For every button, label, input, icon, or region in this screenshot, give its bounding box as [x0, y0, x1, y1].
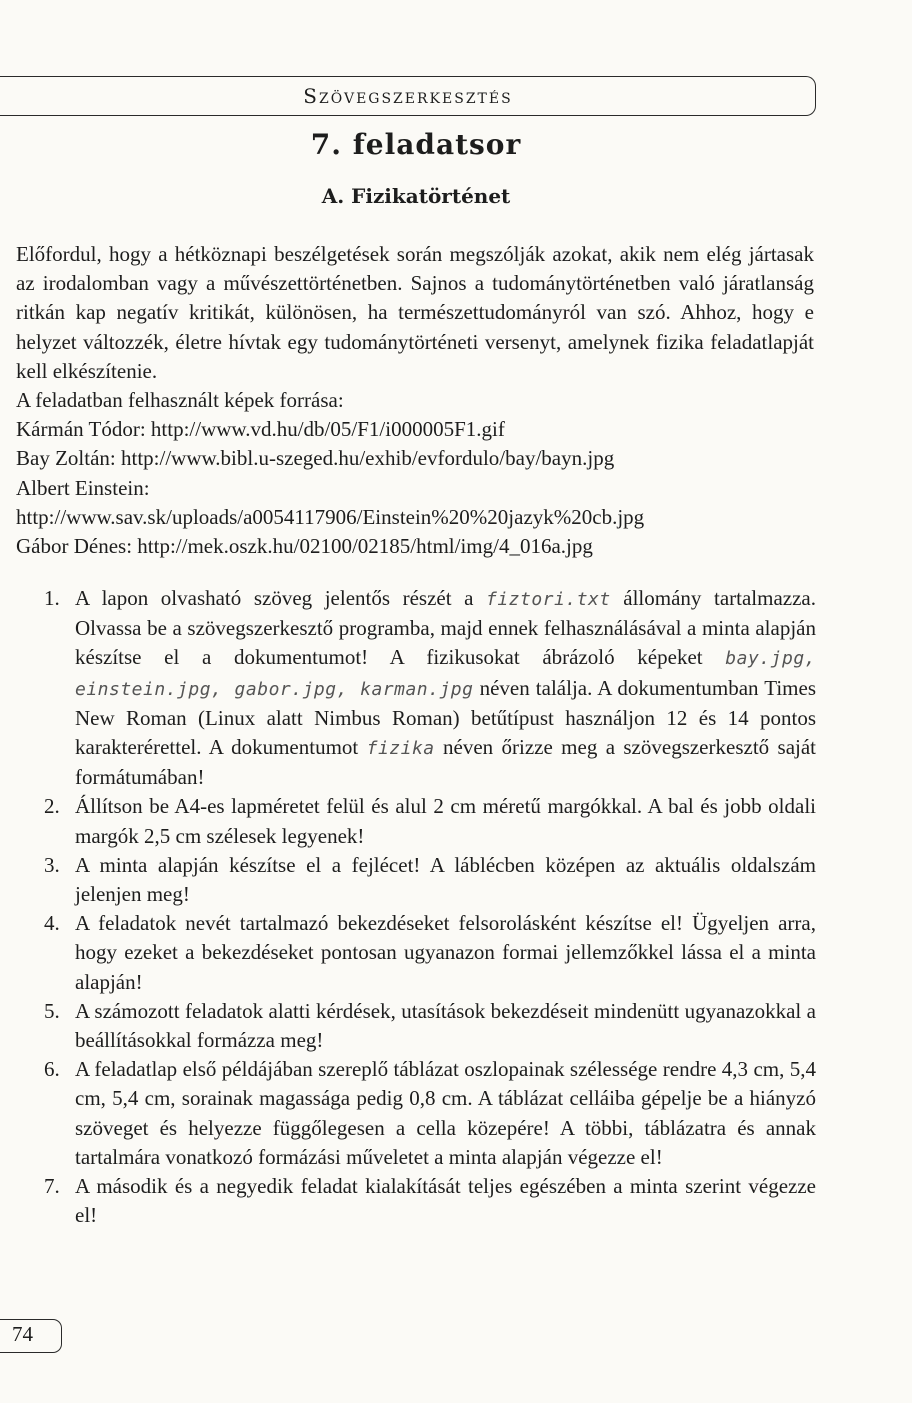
source-line: Kármán Tódor: http://www.vd.hu/db/05/F1/i000005F1.gif: [16, 417, 505, 442]
task-text: A lapon olvasható szöveg jelentős részét a: [75, 586, 486, 610]
task-item: [16, 997, 816, 1055]
task-text: Állítson be A4-es lapméretet felül és alul 2 cm méretű margókkal. A bal és jobb oldali margók 2,5 cm szélesek legyenek!: [75, 794, 816, 848]
task-number: 2.: [44, 794, 60, 819]
task-number: 6.: [44, 1057, 60, 1082]
task-list: [16, 584, 816, 1230]
task-text: néven találja. A dokumentumban Times New Roman (Linux alatt Nimbus Roman) betűtípust használjon 12 és 14 pontos karakterérettel. A dokumentumot: [75, 675, 816, 760]
sources-heading: A feladatban felhasznált képek forrása:: [16, 388, 344, 413]
task-text: A második és a negyedik feladat kialakítását teljes egészében a minta szerint végezze el!: [75, 1174, 816, 1228]
task-text: A feladatlap első példájában szereplő táblázat oszlopainak szélessége rendre 4,3 cm, 5,4 cm, 5,4 cm, sorainak magassága pedig 0,8 cm. A táblázat celláiba gépelje be a hiányzó szöveget és helyezze függőlegesen a cella közepére! A többi, táblázatra és annak tartalmára vonatkozó formázási műveletet a minta alapján végezze el!: [75, 1057, 816, 1169]
source-line: Gábor Dénes: http://mek.oszk.hu/02100/02185/html/img/4_016a.jpg: [16, 534, 593, 559]
task-item: [16, 909, 816, 997]
task-number: 5.: [44, 998, 60, 1023]
page-subtitle: A. Fizikatörténet: [321, 184, 511, 208]
task-number: 4.: [44, 911, 60, 936]
task-text: A feladatok nevét tartalmazó bekezdéseket felsorolásként készítse el! Ügyeljen arra, hogy ezeket a bekezdéseket pontosan ugyanazon formai jellemzőkkel lássa el a minta alapján!: [75, 911, 816, 994]
task-number: 7.: [44, 1174, 60, 1199]
source-line: Bay Zoltán: http://www.bibl.u-szeged.hu/exhib/evfordulo/bay/bayn.jpg: [16, 446, 615, 471]
task-text: néven őrizze meg a szövegszerkesztő saját formátumában!: [75, 735, 816, 790]
task-item: [16, 584, 816, 792]
task-item: [16, 792, 816, 850]
filename: fizika: [366, 738, 435, 760]
task-item: [16, 1055, 816, 1172]
task-number: 1.: [44, 586, 60, 610]
filename: bay.jpg, einstein.jpg, gabor.jpg, karman.jpg: [75, 648, 816, 700]
page-title: 7. feladatsor: [310, 128, 522, 161]
task-item: [16, 1172, 816, 1230]
intro-paragraph: Előfordul, hogy a hétköznapi beszélgetések során megszólják azokat, akik nem elég jártasak az irodalomban vagy a művészettörténetben. Sajnos a tudománytörténetben való járatlanság ritkán kap negatív kritikát, különösen, ha természettudományról van szó. Ahhoz, hogy e helyzet változzék, életre hívtak egy tudománytörténeti versenyt, amelynek fizika feladatlapját kell elkészítenie.: [16, 242, 814, 383]
source-line: Albert Einstein:: [16, 475, 150, 500]
filename: fiztori.txt: [486, 589, 611, 610]
task-text: állomány tartalmazza. Olvassa be a szövegszerkesztő programba, majd ennek felhasználásával a minta alapján készítse el a dokumentumot! A fizikusokat ábrázoló képeket: [75, 586, 816, 670]
intro-block: [16, 240, 814, 561]
task-item: [16, 851, 816, 909]
task-text: A számozott feladatok alatti kérdések, utasítások bekezdéseit mindenütt ugyanazokkal a beállításokkal formázza meg!: [75, 998, 816, 1053]
source-line: http://www.sav.sk/uploads/a0054117906/Einstein%20%20jazyk%20cb.jpg: [16, 504, 645, 529]
task-number: 3.: [44, 852, 60, 877]
page-number: 74: [12, 1322, 33, 1346]
section-label: Szövegszerkesztés: [303, 84, 513, 108]
task-text: A minta alapján készítse el a fejlécet! A láblécben középen az aktuális oldalszám jelenjen meg!: [75, 852, 816, 907]
